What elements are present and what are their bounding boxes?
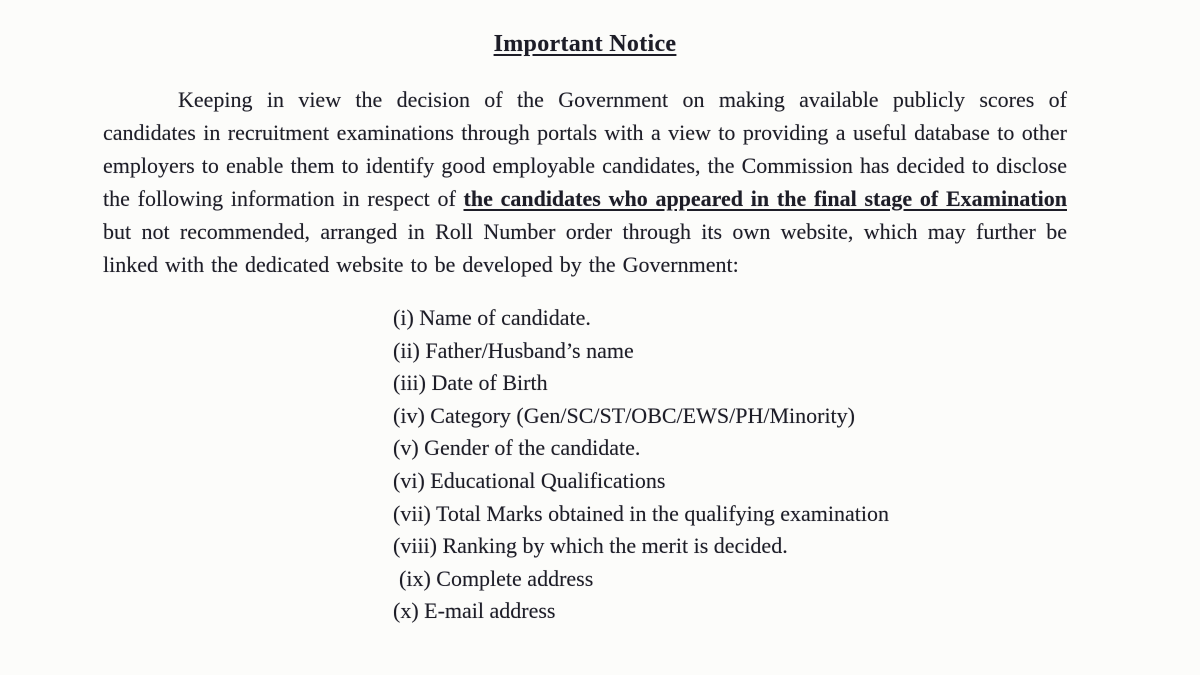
list-item-6: (vi) Educational Qualifications — [393, 467, 666, 493]
list-item-7: (vii) Total Marks obtained in the qualifying examination — [393, 500, 889, 526]
list-item-2: (ii) Father/Husband’s name — [393, 337, 634, 363]
list-item-8: (viii) Ranking by which the merit is decided. — [393, 533, 788, 559]
notice-title — [103, 30, 1067, 58]
list-item-5: (v) Gender of the candidate. — [393, 435, 641, 461]
notice-paragraph — [103, 83, 1067, 281]
notice-title-text: Important Notice — [493, 31, 677, 57]
list-item-3: (iii) Date of Birth — [393, 370, 548, 396]
disclosure-list — [393, 302, 1200, 628]
paragraph-segment-2: but not recommended, arranged in Roll Number order through its own website, which may further be linked with the dedicated website to be developed by the Government: — [103, 219, 1067, 277]
paragraph-segment-1: Keeping in view the decision of the Government on making available publicly scores of candidates in recruitment examinations through portals with a view to providing a useful database to other employers to enable them to identify good employable candidates, the Commission has decided to disclose the following information in respect of — [103, 87, 1067, 211]
list-item-9: (ix) Complete address — [399, 565, 594, 591]
list-item-4: (iv) Category (Gen/SC/ST/OBC/EWS/PH/Minority) — [393, 402, 855, 428]
list-item-10: (x) E-mail address — [393, 598, 556, 624]
list-item-1: (i) Name of candidate. — [393, 305, 591, 330]
paragraph-emphasis: the candidates who appeared in the final stage of Examination — [463, 186, 1067, 211]
